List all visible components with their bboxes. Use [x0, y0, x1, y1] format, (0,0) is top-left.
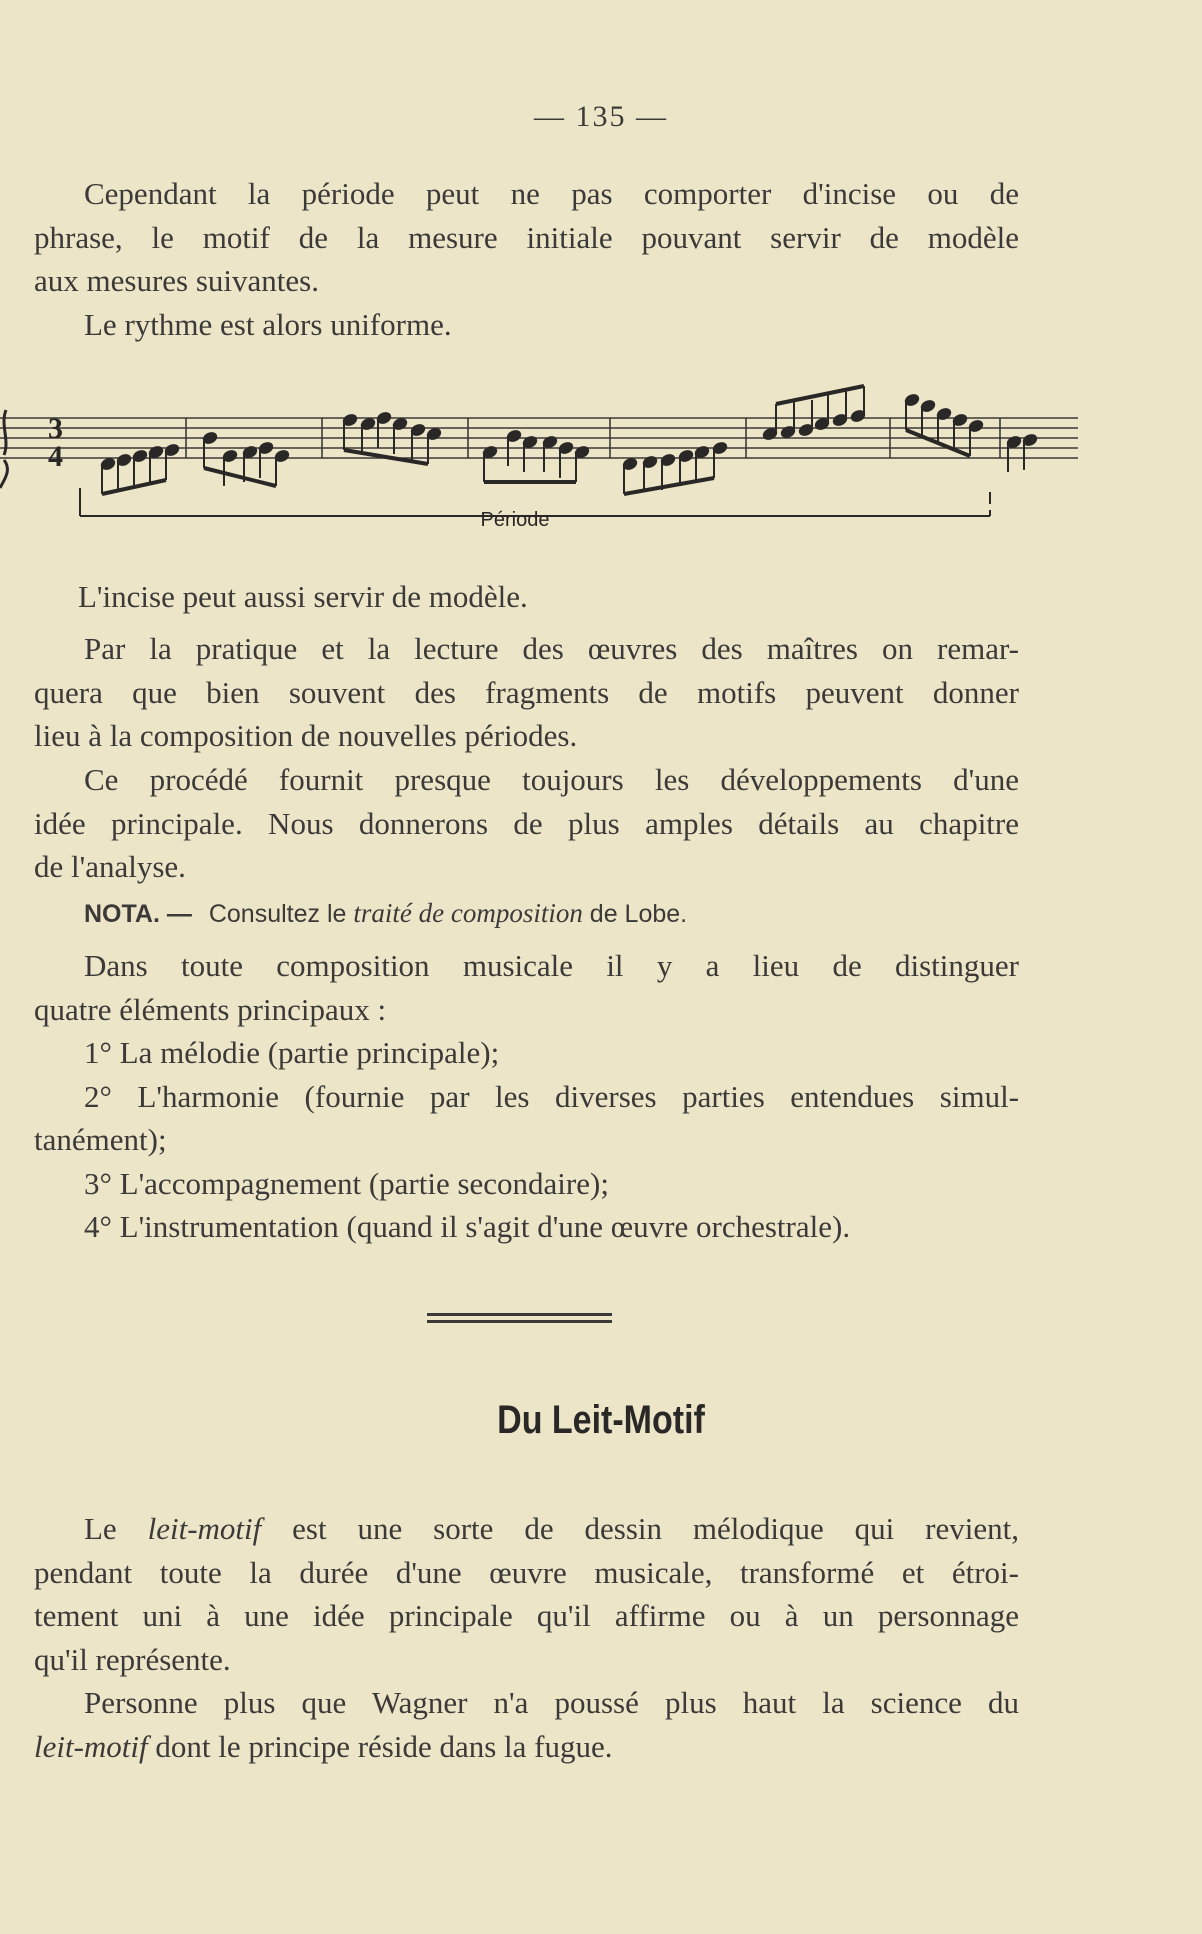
list-item: 3° L'accompagnement (partie secondaire); [84, 1165, 609, 1201]
notes [100, 386, 1039, 494]
period-label: Période [480, 509, 550, 531]
music-score [0, 380, 1100, 570]
divider-bottom [427, 1320, 612, 1323]
paragraph-3: L'incise peut aussi servir de modèle. [78, 579, 528, 614]
time-signature-top: 3 [48, 412, 63, 445]
note-beam [624, 478, 714, 494]
paragraph-7: Le leit-motif est une sorte de dessin mélodique qui revient, pendant toute la durée d'une œuvre musicale, transformé et étroi- tement uni à une idée principale qu'il affirme ou à un personnage qu'il représente. [34, 1511, 1019, 1677]
section-heading: Du Leit-Motif [497, 1398, 705, 1442]
clef-icon [0, 410, 7, 488]
note-beam [776, 386, 864, 404]
divider-top [427, 1313, 612, 1316]
paragraph-1: Cependant la période peut ne pas comporter d'incise ou de phrase, le motif de la mesure initiale pouvant servir de modèle aux mesures suivantes. [34, 176, 1019, 298]
paragraph-2: Le rythme est alors uniforme. [84, 307, 452, 342]
paragraph-4: Par la pratique et la lecture des œuvres des maîtres on remar- quera que bien souvent des fragments de motifs peuvent donner lieu à la composition de nouvelles périodes. [34, 631, 1019, 753]
list-item: 1° La mélodie (partie principale); [84, 1035, 500, 1070]
paragraph-8: Personne plus que Wagner n'a poussé plus haut la science du leit-motif dont le principe réside dans la fugue. [34, 1685, 1019, 1764]
page-number: — 135 — [534, 100, 668, 133]
list-item: tanément); [34, 1122, 167, 1157]
note-beam [204, 468, 276, 486]
list-item: 2° L'harmonie (fournie par les diverses parties entendues simul- [84, 1078, 1019, 1114]
list-item: 4° L'instrumentation (quand il s'agit d'une œuvre orchestrale). [84, 1209, 851, 1244]
paragraph-5: Ce procédé fournit presque toujours les développements d'une idée principale. Nous donnerons de plus amples détails au chapitre de l'analyse. [34, 762, 1019, 884]
paragraph-6: Dans toute composition musicale il y a lieu de distinguer quatre éléments principaux : [34, 948, 1019, 1027]
nota-note: NOTA. — Consultez le traité de composition de Lobe. [84, 898, 688, 928]
elements-list [34, 1031, 1019, 1249]
time-signature-bottom: 4 [48, 440, 63, 473]
note-beam [344, 450, 428, 464]
